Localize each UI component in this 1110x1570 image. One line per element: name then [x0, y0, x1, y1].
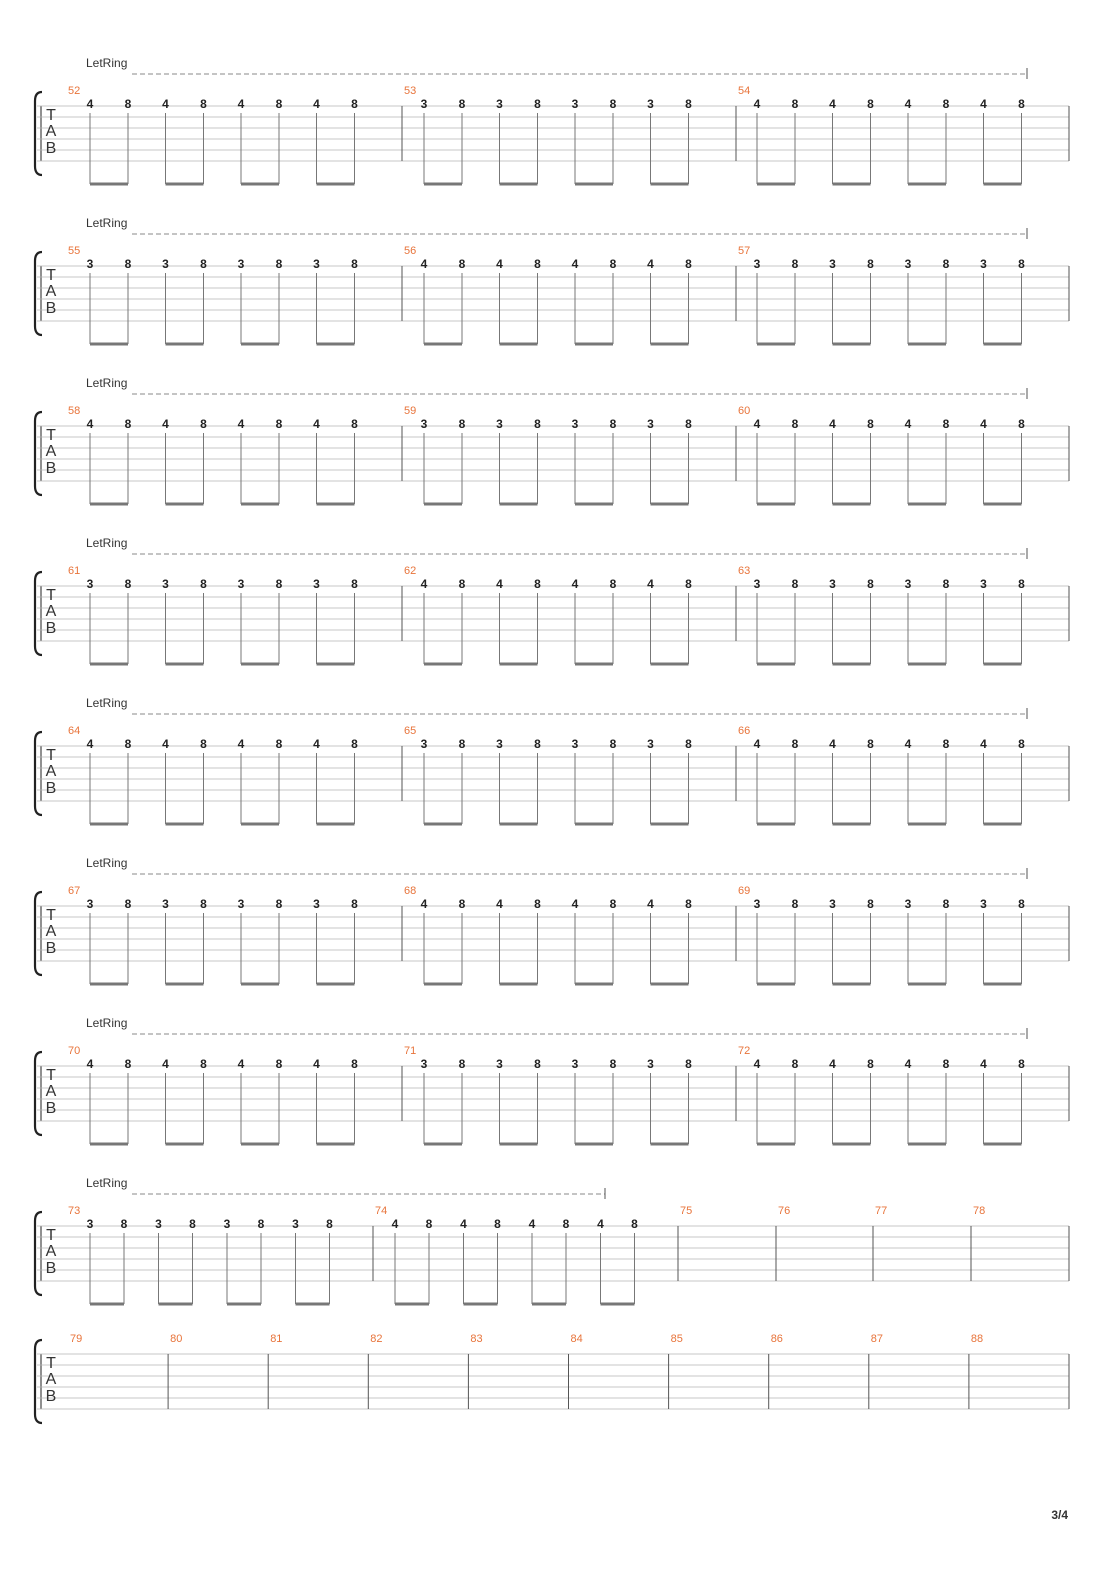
tab-system: [35, 536, 1069, 664]
fret-number: 8: [275, 1057, 283, 1071]
fret-number: 4: [86, 1057, 94, 1071]
tab-clef-b: B: [45, 620, 57, 637]
fret-number: 8: [609, 897, 617, 911]
fret-number: 3: [571, 417, 579, 431]
tab-system: [35, 1176, 1069, 1304]
fret-number: 3: [571, 97, 579, 111]
measure-number: 76: [778, 1205, 791, 1217]
measure-number: 61: [68, 565, 81, 577]
fret-number: 4: [753, 97, 761, 111]
fret-number: 8: [685, 1057, 692, 1071]
fret-number: 8: [942, 97, 950, 111]
measure-number: 75: [680, 1205, 693, 1217]
tab-clef-b: B: [45, 460, 57, 477]
let-ring-label: LetRing: [86, 216, 128, 230]
fret-number: 8: [631, 1217, 638, 1231]
tab-clef-a: A: [45, 443, 57, 460]
fret-number: 8: [534, 417, 541, 431]
tab-clef-b: B: [45, 940, 57, 957]
tab-clef-a: A: [45, 1083, 57, 1100]
fret-number: 4: [420, 577, 428, 591]
tab-system: [35, 1016, 1069, 1144]
fret-number: 8: [942, 737, 950, 751]
tab-system: [35, 56, 1069, 184]
measure-number: 77: [875, 1205, 888, 1217]
let-ring-label: LetRing: [86, 56, 128, 70]
fret-number: 3: [162, 897, 169, 911]
fret-number: 8: [275, 417, 283, 431]
fret-number: 3: [571, 1057, 579, 1071]
fret-number: 8: [609, 417, 617, 431]
fret-number: 8: [1018, 577, 1025, 591]
measure-number: 69: [738, 885, 751, 897]
tab-system: [35, 696, 1069, 824]
tab-clef-t: T: [46, 1067, 56, 1084]
let-ring-label: LetRing: [86, 536, 128, 550]
fret-number: 8: [458, 577, 466, 591]
fret-number: 3: [980, 577, 987, 591]
fret-number: 8: [351, 897, 358, 911]
fret-number: 8: [351, 257, 358, 271]
fret-number: 8: [867, 417, 874, 431]
fret-number: 3: [155, 1217, 162, 1231]
measure-number: 79: [70, 1333, 83, 1345]
fret-number: 8: [534, 897, 541, 911]
tab-system: [35, 1333, 1069, 1423]
tab-clef-b: B: [45, 1388, 57, 1405]
fret-number: 3: [313, 577, 320, 591]
fret-number: 8: [189, 1217, 196, 1231]
fret-number: 3: [647, 97, 654, 111]
fret-number: 8: [791, 417, 799, 431]
measure-number: 71: [404, 1045, 417, 1057]
measure-number: 88: [970, 1333, 984, 1345]
tab-clef-b: B: [45, 300, 57, 317]
fret-number: 3: [904, 577, 912, 591]
fret-number: 3: [496, 737, 503, 751]
measure-number: 55: [68, 245, 81, 257]
fret-number: 3: [496, 97, 503, 111]
fret-number: 4: [980, 1057, 987, 1071]
tab-clef-t: T: [46, 267, 56, 284]
fret-number: 8: [942, 417, 950, 431]
fret-number: 4: [86, 97, 94, 111]
fret-number: 3: [829, 257, 836, 271]
fret-number: 8: [1018, 257, 1025, 271]
tab-clef-b: B: [45, 1100, 57, 1117]
tab-clef-t: T: [46, 1227, 56, 1244]
fret-number: 3: [237, 257, 245, 271]
fret-number: 4: [86, 417, 94, 431]
fret-number: 3: [647, 1057, 654, 1071]
fret-number: 4: [528, 1217, 536, 1231]
fret-number: 4: [571, 257, 579, 271]
fret-number: 8: [200, 1057, 207, 1071]
fret-number: 3: [571, 737, 579, 751]
fret-number: 4: [829, 1057, 836, 1071]
measure-number: 54: [738, 85, 751, 97]
fret-number: 8: [124, 257, 132, 271]
fret-number: 8: [200, 897, 207, 911]
let-ring-label: LetRing: [86, 1176, 128, 1190]
fret-number: 4: [904, 1057, 912, 1071]
measure-number: 87: [870, 1333, 884, 1345]
fret-number: 8: [351, 1057, 358, 1071]
fret-number: 8: [867, 257, 874, 271]
fret-number: 8: [275, 97, 283, 111]
fret-number: 8: [534, 1057, 541, 1071]
fret-number: 8: [685, 257, 692, 271]
fret-number: 3: [647, 737, 654, 751]
measure-number: 82: [370, 1333, 383, 1345]
measure-number: 68: [404, 885, 417, 897]
fret-number: 4: [647, 577, 654, 591]
measure-number: 60: [738, 405, 751, 417]
fret-number: 3: [86, 257, 94, 271]
fret-number: 3: [753, 257, 761, 271]
fret-number: 3: [162, 257, 169, 271]
fret-number: 8: [867, 577, 874, 591]
fret-number: 3: [313, 897, 320, 911]
fret-number: 4: [391, 1217, 399, 1231]
fret-number: 8: [942, 1057, 950, 1071]
tab-clef-a: A: [45, 283, 57, 300]
fret-number: 8: [124, 97, 132, 111]
fret-number: 8: [275, 577, 283, 591]
let-ring-label: LetRing: [86, 376, 128, 390]
measure-number: 56: [404, 245, 417, 257]
fret-number: 3: [980, 897, 987, 911]
tab-clef-a: A: [45, 123, 57, 140]
let-ring-label: LetRing: [86, 856, 128, 870]
fret-number: 4: [162, 737, 169, 751]
fret-number: 8: [867, 897, 874, 911]
fret-number: 4: [980, 417, 987, 431]
fret-number: 4: [86, 737, 94, 751]
fret-number: 8: [791, 97, 799, 111]
fret-number: 3: [313, 257, 320, 271]
fret-number: 8: [791, 1057, 799, 1071]
fret-number: 8: [124, 737, 132, 751]
fret-number: 4: [420, 897, 428, 911]
fret-number: 3: [223, 1217, 231, 1231]
fret-number: 4: [829, 737, 836, 751]
fret-number: 8: [867, 737, 874, 751]
fret-number: 8: [1018, 1057, 1025, 1071]
fret-number: 4: [237, 737, 245, 751]
fret-number: 8: [351, 417, 358, 431]
fret-number: 3: [420, 417, 428, 431]
tab-system: [35, 216, 1069, 344]
measure-number: 57: [738, 245, 751, 257]
fret-number: 8: [1018, 97, 1025, 111]
tab-clef-t: T: [46, 747, 56, 764]
fret-number: 3: [829, 897, 836, 911]
fret-number: 8: [942, 897, 950, 911]
measure-number: 70: [68, 1045, 81, 1057]
fret-number: 4: [496, 897, 503, 911]
fret-number: 8: [124, 417, 132, 431]
fret-number: 8: [791, 897, 799, 911]
fret-number: 8: [124, 577, 132, 591]
fret-number: 8: [534, 257, 541, 271]
measure-number: 64: [68, 725, 81, 737]
fret-number: 3: [496, 1057, 503, 1071]
fret-number: 3: [647, 417, 654, 431]
tab-clef-a: A: [45, 603, 57, 620]
measure-number: 52: [68, 85, 81, 97]
fret-number: 8: [326, 1217, 333, 1231]
let-ring-label: LetRing: [86, 696, 128, 710]
fret-number: 8: [685, 577, 692, 591]
fret-number: 4: [313, 737, 320, 751]
fret-number: 8: [124, 1057, 132, 1071]
tab-clef-t: T: [46, 1355, 56, 1372]
tab-clef-a: A: [45, 1243, 57, 1260]
page-number: 3/4: [1051, 1508, 1068, 1522]
fret-number: 8: [791, 257, 799, 271]
fret-number: 4: [904, 417, 912, 431]
fret-number: 4: [980, 97, 987, 111]
fret-number: 8: [275, 257, 283, 271]
fret-number: 3: [86, 1217, 94, 1231]
fret-number: 8: [685, 97, 692, 111]
fret-number: 8: [200, 257, 207, 271]
measure-number: 62: [404, 565, 417, 577]
fret-number: 3: [420, 1057, 428, 1071]
measure-number: 67: [68, 885, 81, 897]
fret-number: 4: [313, 1057, 320, 1071]
measure-number: 78: [973, 1205, 986, 1217]
fret-number: 8: [1018, 737, 1025, 751]
fret-number: 8: [791, 737, 799, 751]
fret-number: 4: [237, 1057, 245, 1071]
fret-number: 4: [496, 257, 503, 271]
fret-number: 8: [609, 737, 617, 751]
measure-number: 63: [738, 565, 751, 577]
fret-number: 8: [351, 577, 358, 591]
fret-number: 8: [1018, 897, 1025, 911]
let-ring-label: LetRing: [86, 1016, 128, 1030]
fret-number: 3: [420, 97, 428, 111]
fret-number: 4: [647, 257, 654, 271]
fret-number: 8: [200, 97, 207, 111]
fret-number: 4: [829, 97, 836, 111]
fret-number: 8: [351, 737, 358, 751]
fret-number: 8: [867, 1057, 874, 1071]
fret-number: 8: [685, 417, 692, 431]
tab-clef-b: B: [45, 140, 57, 157]
fret-number: 8: [200, 737, 207, 751]
fret-number: 8: [562, 1217, 570, 1231]
fret-number: 8: [351, 97, 358, 111]
fret-number: 3: [753, 897, 761, 911]
fret-number: 8: [534, 577, 541, 591]
fret-number: 4: [162, 1057, 169, 1071]
fret-number: 8: [942, 577, 950, 591]
fret-number: 3: [86, 897, 94, 911]
fret-number: 3: [237, 577, 245, 591]
fret-number: 8: [257, 1217, 265, 1231]
tab-clef-a: A: [45, 1371, 57, 1388]
fret-number: 4: [904, 737, 912, 751]
measure-number: 74: [375, 1205, 388, 1217]
fret-number: 4: [162, 417, 169, 431]
fret-number: 4: [313, 417, 320, 431]
fret-number: 8: [685, 897, 692, 911]
fret-number: 8: [458, 417, 466, 431]
fret-number: 8: [200, 577, 207, 591]
fret-number: 3: [162, 577, 169, 591]
measure-number: 58: [68, 405, 81, 417]
fret-number: 4: [420, 257, 428, 271]
fret-number: 4: [753, 417, 761, 431]
measure-number: 59: [404, 405, 417, 417]
fret-number: 8: [275, 737, 283, 751]
measure-number: 84: [570, 1333, 583, 1345]
fret-number: 8: [124, 897, 132, 911]
measure-number: 85: [670, 1333, 683, 1345]
tab-clef-a: A: [45, 763, 57, 780]
fret-number: 4: [829, 417, 836, 431]
tab-clef-a: A: [45, 923, 57, 940]
fret-number: 4: [460, 1217, 467, 1231]
fret-number: 4: [571, 897, 579, 911]
fret-number: 4: [904, 97, 912, 111]
measure-number: 66: [738, 725, 751, 737]
tab-system: [35, 376, 1069, 504]
fret-number: 3: [420, 737, 428, 751]
fret-number: 3: [904, 257, 912, 271]
fret-number: 8: [534, 97, 541, 111]
fret-number: 3: [904, 897, 912, 911]
fret-number: 4: [753, 737, 761, 751]
fret-number: 8: [200, 417, 207, 431]
fret-number: 8: [609, 1057, 617, 1071]
tab-clef-t: T: [46, 107, 56, 124]
measure-number: 80: [170, 1333, 183, 1345]
measure-number: 86: [770, 1333, 783, 1345]
fret-number: 8: [275, 897, 283, 911]
fret-number: 8: [458, 257, 466, 271]
fret-number: 8: [120, 1217, 128, 1231]
fret-number: 8: [609, 577, 617, 591]
fret-number: 8: [458, 897, 466, 911]
fret-number: 8: [458, 97, 466, 111]
fret-number: 4: [753, 1057, 761, 1071]
fret-number: 3: [292, 1217, 299, 1231]
fret-number: 4: [597, 1217, 604, 1231]
fret-number: 8: [867, 97, 874, 111]
fret-number: 8: [1018, 417, 1025, 431]
fret-number: 4: [237, 417, 245, 431]
fret-number: 8: [534, 737, 541, 751]
fret-number: 8: [425, 1217, 433, 1231]
fret-number: 8: [791, 577, 799, 591]
measure-number: 53: [404, 85, 417, 97]
tab-clef-t: T: [46, 587, 56, 604]
fret-number: 8: [458, 737, 466, 751]
fret-number: 8: [685, 737, 692, 751]
fret-number: 3: [237, 897, 245, 911]
tab-clef-b: B: [45, 1260, 57, 1277]
fret-number: 3: [86, 577, 94, 591]
fret-number: 3: [753, 577, 761, 591]
measure-number: 73: [68, 1205, 81, 1217]
fret-number: 4: [496, 577, 503, 591]
tab-clef-b: B: [45, 780, 57, 797]
fret-number: 8: [494, 1217, 501, 1231]
fret-number: 4: [237, 97, 245, 111]
fret-number: 4: [647, 897, 654, 911]
fret-number: 3: [496, 417, 503, 431]
measure-number: 65: [404, 725, 417, 737]
tab-clef-t: T: [46, 907, 56, 924]
measure-number: 81: [270, 1333, 283, 1345]
measure-number: 83: [470, 1333, 483, 1345]
tab-system: [35, 856, 1069, 984]
measure-number: 72: [738, 1045, 751, 1057]
fret-number: 8: [609, 257, 617, 271]
fret-number: 8: [458, 1057, 466, 1071]
tab-clef-t: T: [46, 427, 56, 444]
fret-number: 3: [829, 577, 836, 591]
fret-number: 8: [609, 97, 617, 111]
fret-number: 4: [980, 737, 987, 751]
fret-number: 8: [942, 257, 950, 271]
fret-number: 4: [313, 97, 320, 111]
fret-number: 4: [162, 97, 169, 111]
fret-number: 4: [571, 577, 579, 591]
fret-number: 3: [980, 257, 987, 271]
